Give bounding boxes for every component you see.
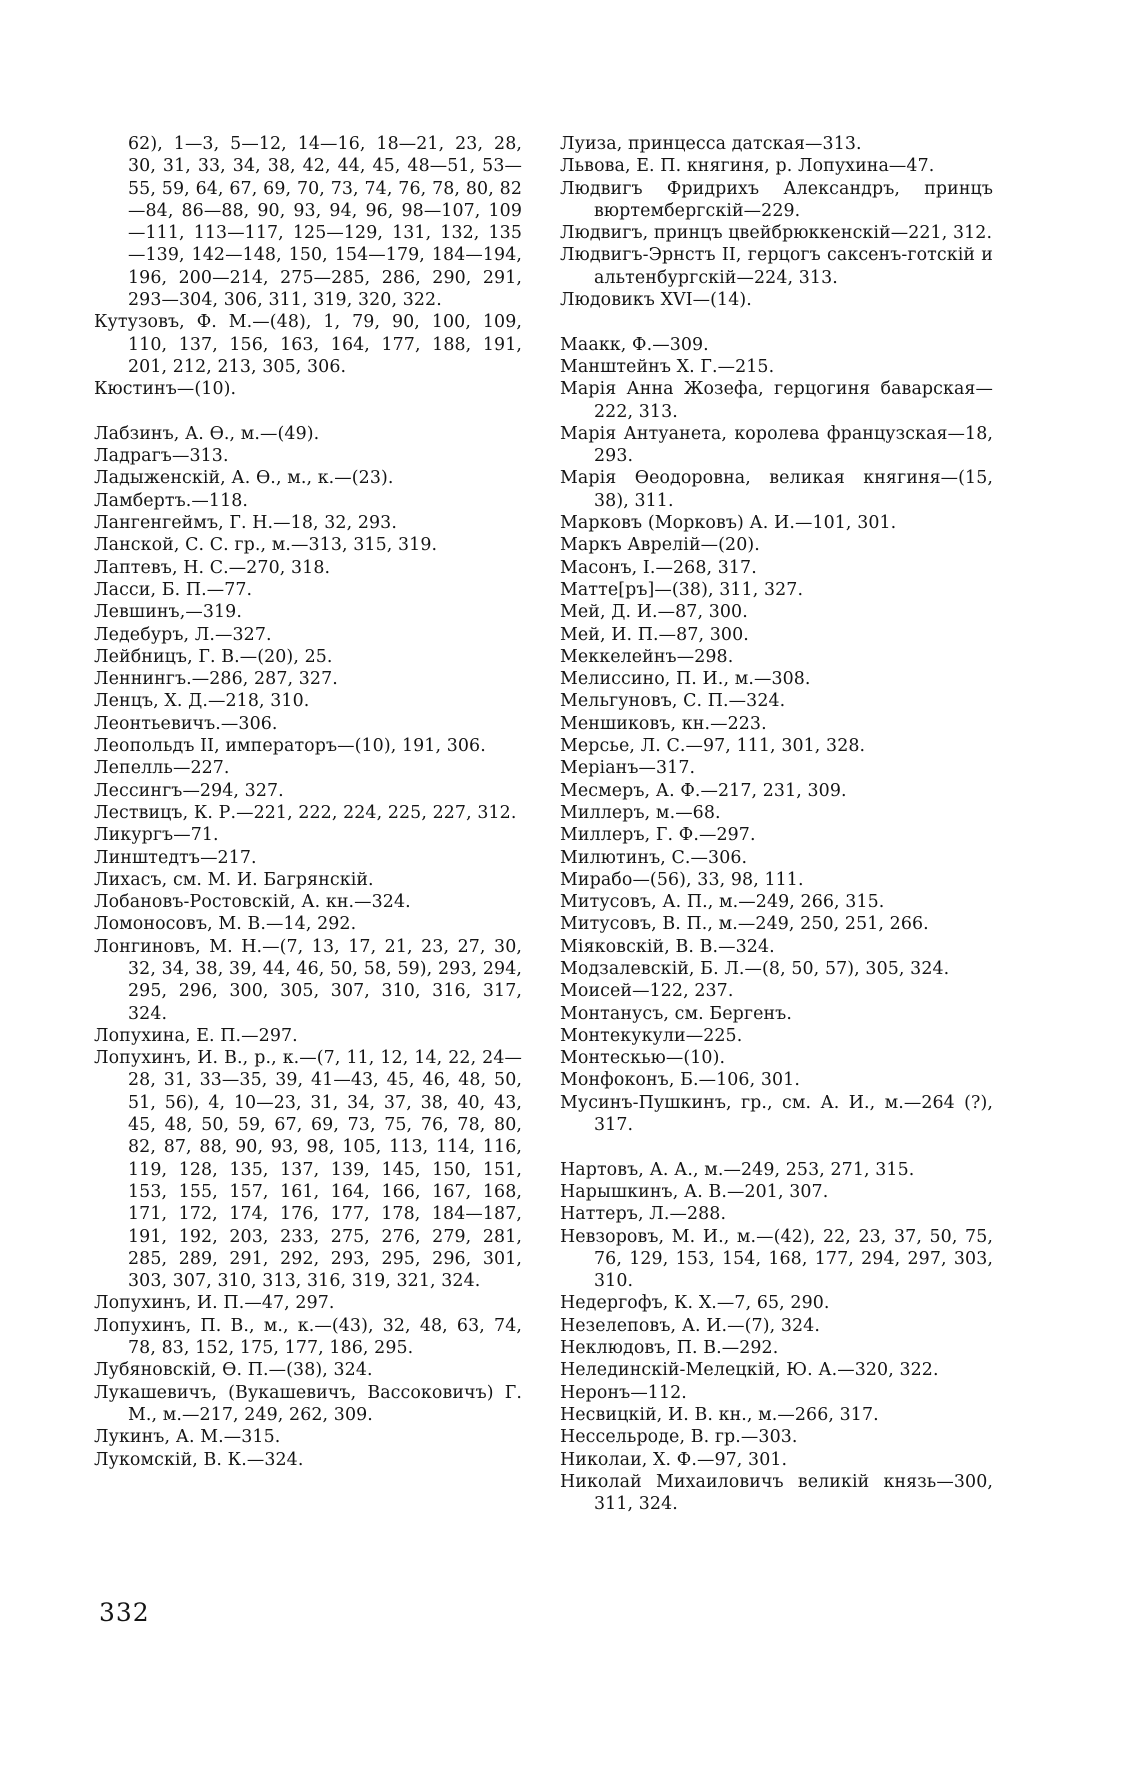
index-entry: Марковъ (Морковъ) А. И.—101, 301. [560, 513, 897, 534]
index-entry: Лукомскій, В. К.—324. [94, 1449, 304, 1470]
index-entry: Наттеръ, Л.—288. [560, 1204, 727, 1225]
index-entry: Матте[ръ]—(38), 311, 327. [560, 579, 804, 600]
index-entry: Людвигъ-Эрнстъ II, герцогъ саксенъ-готскій и альтенбургскій—224, 313. [560, 245, 993, 288]
index-entry: Ломоносовъ, М. В.—14, 292. [94, 914, 357, 935]
index-entry: Мусинъ-Пушкинъ, гр., см. А. И., м.—264 (?), 317. [560, 1092, 993, 1136]
index-entry: Меккелейнъ—298. [560, 646, 734, 667]
index-entry: Недергофъ, К. Х.—7, 65, 290. [560, 1293, 830, 1314]
index-entry: Монтескью—(10). [560, 1048, 726, 1069]
index-entry: Лангенгеймъ, Г. Н.—18, 32, 293. [94, 513, 397, 534]
index-entry: Людвигъ Фридрихъ Александръ, принцъ вюртембергскій—229. [560, 178, 993, 221]
index-entry: Нелединскій-Мелецкій, Ю. А.—320, 322. [560, 1360, 939, 1381]
index-entry: Милютинъ, С.—306. [560, 847, 748, 868]
index-entry: Лонгиновъ, М. Н.—(7, 13, 17, 21, 23, 27, 30, 32, 34, 38, 39, 44, 46, 50, 58, 59), 293, 294, 295, 296, 300, 305, 307, 310, 316, 317, 324. [94, 936, 522, 1024]
right-column [560, 133, 993, 1515]
index-entry: Миллеръ, Г. Ф.—297. [560, 825, 756, 846]
index-entry: Лопухинъ, И. В., р., к.—(7, 11, 12, 14, 22, 24—28, 31, 33—35, 39, 41—43, 45, 46, 48, 50, 51, 56), 4, 10—23, 31, 34, 37, 38, 40, 43, 45, 48, 50, 59, 67, 69, 73, 75, 76, 78, 80, 82, 87, 88, 90, 93, 98, 105, 113, 114, 116, 119, 128, 135, 137, 139, 145, 150, 151, 153, 155, 157, 161, 164, 166, 167, 168, 171, 172, 174, 176, 177, 178, 184—187, 191, 192, 203, 233, 275, 276, 279, 281, 285, 289, 291, 292, 293, 295, 296, 301, 303, 307, 310, 313, 316, 319, 321, 324. [94, 1048, 522, 1292]
index-entry: Маркъ Аврелій—(20). [560, 535, 760, 556]
index-entry: Марія Антуанета, королева французская—18, 293. [560, 423, 993, 467]
index-entry: Нарышкинъ, А. В.—201, 307. [560, 1181, 829, 1202]
index-entry: Ладрагъ—313. [94, 446, 229, 467]
index-entry: Міяковскій, В. В.—324. [560, 936, 775, 957]
index-entry: Модзалевскій, Б. Л.—(8, 50, 57), 305, 324. [560, 958, 950, 979]
index-entry: Леннингъ.—286, 287, 327. [94, 669, 338, 690]
index-entry: Манштейнъ Х. Г.—215. [560, 356, 775, 377]
index-entry: Лаптевъ, Н. С.—270, 318. [94, 557, 331, 578]
index-entry: Ласси, Б. П.—77. [94, 579, 253, 600]
index-entry: Моисей—122, 237. [560, 981, 734, 1002]
index-entry: Меріанъ—317. [560, 758, 696, 779]
index-entry: Ладыженскій, А. Ѳ., м., к.—(23). [94, 468, 394, 489]
index-entry: Лобановъ-Ростовскій, А. кн.—324. [94, 892, 411, 913]
index-entry: Монтекукули—225. [560, 1025, 743, 1046]
index-entry: Мельгуновъ, С. П.—324. [560, 691, 786, 712]
index-entry: Людовикъ XVI—(14). [560, 290, 752, 311]
index-entry: Неронъ—112. [560, 1382, 687, 1403]
index-entry: Львова, Е. П. княгиня, р. Лопухина—47. [560, 156, 935, 177]
section-gap [560, 311, 993, 333]
index-entry: Лепелль—227. [94, 758, 230, 779]
index-entry: Лейбницъ, Г. В.—(20), 25. [94, 646, 333, 667]
index-entry: Монфоконъ, Б.—106, 301. [560, 1070, 800, 1091]
index-entry: Митусовъ, В. П., м.—249, 250, 251, 266. [560, 914, 929, 935]
index-entry: Ланской, С. С. гр., м.—313, 315, 319. [94, 535, 438, 556]
index-entry: Лопухина, Е. П.—297. [94, 1025, 298, 1046]
index-entry: Месмеръ, А. Ф.—217, 231, 309. [560, 780, 847, 801]
index-entry: Неклюдовъ, П. В.—292. [560, 1338, 779, 1359]
index-entry: Левшинъ,—319. [94, 602, 242, 623]
index-entry: Кюстинъ—(10). [94, 379, 237, 400]
index-entry: Леонтьевичъ.—306. [94, 713, 278, 734]
index-entry: Леопольдъ II, императоръ—(10), 191, 306. [94, 736, 486, 757]
index-entry: Митусовъ, А. П., м.—249, 266, 315. [560, 892, 885, 913]
index-entry: Лукашевичъ, (Вукашевичъ, Вассоковичъ) Г. М., м.—217, 249, 262, 309. [94, 1382, 522, 1425]
index-entry: Миллеръ, м.—68. [560, 802, 721, 823]
index-entry: Лессингъ—294, 327. [94, 780, 284, 801]
index-entry: Лабзинъ, А. Ѳ., м.—(49). [94, 423, 320, 444]
index-entry: Лествицъ, К. Р.—221, 222, 224, 225, 227, 312. [94, 802, 517, 823]
index-entry: Лихасъ, см. М. И. Багрянскій. [94, 869, 374, 890]
index-entry: Нессельроде, В. гр.—303. [560, 1427, 798, 1448]
index-entry: Николаи, Х. Ф.—97, 301. [560, 1449, 788, 1470]
section-gap [94, 401, 522, 423]
index-entry: Мей, И. П.—87, 300. [560, 624, 749, 645]
index-entry: Ленцъ, Х. Д.—218, 310. [94, 691, 310, 712]
index-entry: Луиза, принцесса датская—313. [560, 134, 862, 154]
index-entry: Мерсье, Л. С.—97, 111, 301, 328. [560, 736, 866, 757]
page-number: 332 [99, 1598, 150, 1627]
index-entry: Незелеповъ, А. И.—(7), 324. [560, 1315, 820, 1336]
index-entry: Кутузовъ, Ф. М.—(48), 1, 79, 90, 100, 109, 110, 137, 156, 163, 164, 177, 188, 191, 201, 212, 213, 305, 306. [94, 312, 522, 377]
section-gap [560, 1136, 993, 1158]
index-entry: Ледебуръ, Л.—327. [94, 624, 272, 645]
index-entry: Мей, Д. И.—87, 300. [560, 602, 748, 623]
index-entry: Монтанусъ, см. Бергенъ. [560, 1003, 792, 1024]
index-entry: Лукинъ, А. М.—315. [94, 1427, 281, 1448]
index-entry: Мирабо—(56), 33, 98, 111. [560, 869, 804, 890]
index-entry: Нартовъ, А. А., м.—249, 253, 271, 315. [560, 1159, 915, 1180]
index-entry: Марія Анна Жозефа, герцогиня баварская—222, 313. [560, 379, 993, 422]
continued-entry: 62), 1—3, 5—12, 14—16, 18—21, 23, 28, 30, 31, 33, 34, 38, 42, 44, 45, 48—51, 53—55, 59, 64, 67, 69, 70, 73, 74, 76, 78, 80, 82—84, 86—88, 90, 93, 94, 96, 98—107, 109—111, 113—117, 125—129, 131, 132, 135—139, 142—148, 150, 154—179, 184—194, 196, 200—214, 275—285, 286, 290, 291, 293—304, 306, 311, 319, 320, 322. [128, 134, 522, 311]
index-entry: Лопухинъ, И. П.—47, 297. [94, 1293, 335, 1314]
index-entry: Линштедтъ—217. [94, 847, 257, 868]
index-entry: Меншиковъ, кн.—223. [560, 713, 767, 734]
index-entry: Маакк, Ф.—309. [560, 334, 709, 355]
index-entry: Лопухинъ, П. В., м., к.—(43), 32, 48, 63, 74, 78, 83, 152, 175, 177, 186, 295. [94, 1315, 522, 1359]
index-entry: Несвицкій, И. В. кн., м.—266, 317. [560, 1404, 879, 1425]
index-entry: Невзоровъ, М. И., м.—(42), 22, 23, 37, 50, 75, 76, 129, 153, 154, 168, 177, 294, 297, 303, 310. [560, 1226, 993, 1292]
index-entry: Ликургъ—71. [94, 825, 219, 846]
index-entry: Мелиссино, П. И., м.—308. [560, 669, 811, 690]
index-entry: Николай Михаиловичъ великій князь—300, 311, 324. [560, 1471, 993, 1515]
index-entry: Марія Ѳеодоровна, великая княгиня—(15, 38), 311. [560, 468, 993, 511]
index-entry: Людвигъ, принцъ цвейбрюккенскій—221, 312. [560, 223, 993, 244]
index-entry: Ламбертъ.—118. [94, 490, 249, 511]
index-entry: Лубяновскій, Ѳ. П.—(38), 324. [94, 1360, 373, 1381]
index-entry: Масонъ, І.—268, 317. [560, 557, 757, 578]
left-column [94, 133, 522, 1471]
